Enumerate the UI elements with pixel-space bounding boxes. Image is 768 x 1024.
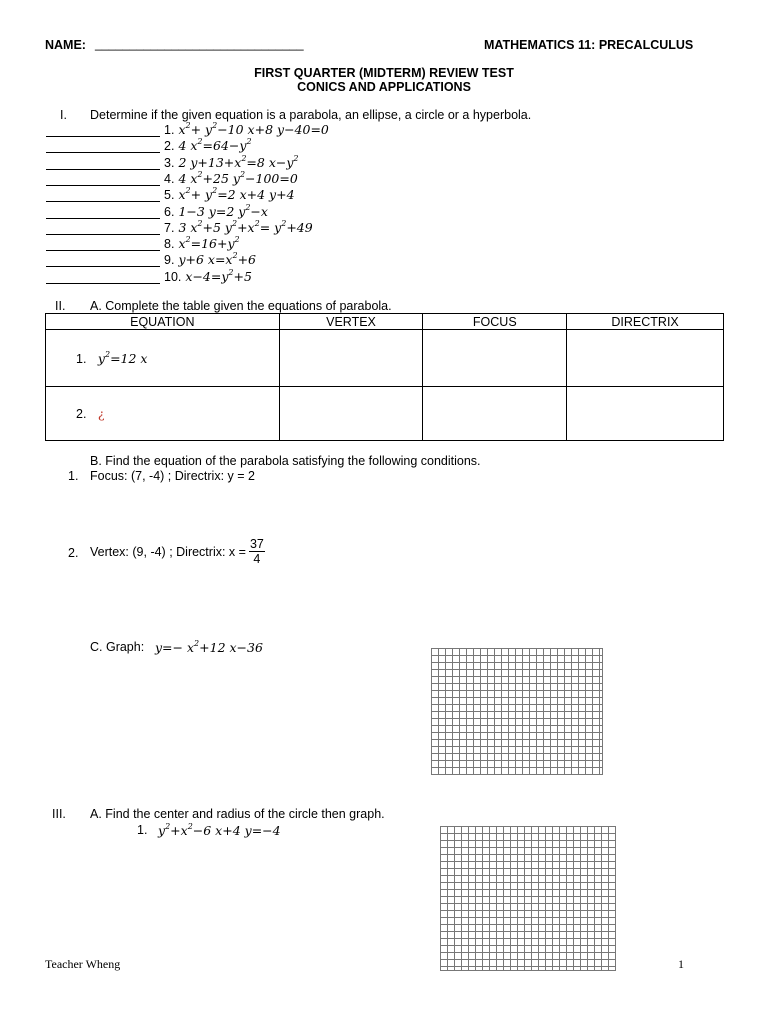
part1-numeral: I. — [60, 108, 67, 122]
row-number: 1. — [76, 351, 87, 366]
answer-blank[interactable] — [46, 208, 160, 219]
part2-numeral: II. — [55, 299, 66, 313]
directrix-answer-cell[interactable] — [567, 330, 724, 387]
b1-text: Focus: (7, -4) ; Directrix: y = 2 — [90, 469, 255, 483]
list-item — [46, 235, 240, 251]
answer-blank[interactable] — [46, 175, 160, 186]
question-number: 9. — [164, 253, 175, 268]
table-row — [46, 387, 724, 441]
question-equation: $x^2+ y^2-10$ x+8 y−40=0 — [178, 121, 329, 137]
list-item — [46, 154, 299, 170]
part3-item-number: 1. — [137, 823, 148, 837]
footer-teacher: Teacher Wheng — [45, 957, 121, 971]
list-item — [46, 251, 256, 267]
fraction-numerator: 37 — [249, 537, 264, 551]
table-header-row — [46, 314, 724, 330]
header-vertex: VERTEX — [279, 314, 423, 330]
answer-blank[interactable] — [46, 142, 160, 153]
graph-paper-parabola[interactable] — [431, 648, 603, 775]
question-equation: 4 $x^2=64-y^2$ — [178, 137, 252, 154]
focus-answer-cell[interactable] — [423, 387, 567, 441]
question-number: 4. — [164, 171, 175, 186]
b1-number: 1. — [68, 469, 79, 483]
part1-instruction: Determine if the given equation is a parabola, an ellipse, a circle or a hyperbola. — [90, 108, 532, 122]
equation-cell — [46, 387, 280, 441]
question-equation: 1−3 y=2 $y^2-x$ — [178, 202, 268, 219]
answer-blank[interactable] — [46, 191, 160, 202]
directrix-fraction — [249, 537, 265, 566]
header-focus: FOCUS — [423, 314, 567, 330]
answer-blank[interactable] — [46, 256, 160, 267]
equation-cell — [46, 330, 280, 387]
question-number: 1. — [164, 123, 175, 137]
answer-blank[interactable] — [46, 126, 160, 137]
question-equation: $x^2=16+y^2$ — [178, 235, 240, 252]
parabola-table — [45, 313, 724, 441]
question-equation: $x-4=y^2+5$ — [185, 267, 252, 284]
fraction-denominator: 4 — [253, 552, 261, 566]
question-equation: 2 $y+13+x^2=8$ $x-y^2$ — [178, 153, 299, 170]
list-item — [46, 186, 295, 202]
question-number: 3. — [164, 155, 175, 170]
page-number: 1 — [678, 957, 684, 971]
answer-blank[interactable] — [46, 159, 160, 170]
question-equation: y+6 $x=x^2+6$ — [178, 251, 257, 268]
question-number: 8. — [164, 237, 175, 252]
list-item — [46, 203, 268, 219]
test-title: FIRST QUARTER (MIDTERM) REVIEW TEST — [254, 66, 514, 80]
answer-blank[interactable] — [46, 240, 160, 251]
row-number: 2. — [76, 407, 87, 421]
question-equation: 3 $x^2+5$ $y^2+x^2= y^2+49$ — [178, 218, 313, 235]
list-item — [46, 170, 298, 186]
row-equation: ¿ — [97, 406, 105, 421]
list-item — [46, 137, 252, 153]
b2-text: Vertex: (9, -4) ; Directrix: x = — [90, 544, 246, 559]
question-number: 7. — [164, 220, 175, 235]
vertex-answer-cell[interactable] — [279, 330, 423, 387]
b2-number: 2. — [68, 546, 79, 560]
question-equation: 4 $x^2+25$ $y^2-100=0$ — [178, 169, 298, 186]
answer-blank[interactable] — [46, 273, 160, 284]
name-blank: ______________________________ — [95, 37, 304, 51]
row-equation: $y^2=12$ x — [97, 349, 148, 366]
vertex-answer-cell[interactable] — [279, 387, 423, 441]
list-item — [46, 219, 313, 235]
part2c-instruction: C. Graph: — [90, 640, 145, 654]
test-subtitle: CONICS AND APPLICATIONS — [297, 80, 471, 94]
list-item — [46, 268, 252, 284]
part3-numeral: III. — [52, 807, 66, 821]
part2b-instruction: B. Find the equation of the parabola satisfying the following conditions. — [90, 454, 481, 468]
header-equation: EQUATION — [46, 314, 280, 330]
name-label: NAME: — [45, 38, 86, 52]
part3-instruction: A. Find the center and radius of the circle then graph. — [90, 807, 385, 821]
b2-condition — [90, 537, 265, 566]
graph-paper-circle[interactable] — [440, 826, 616, 971]
part3-equation: $y^2+x^2-6$ x+4 y=−4 — [158, 822, 281, 838]
question-number: 2. — [164, 139, 175, 154]
directrix-answer-cell[interactable] — [567, 387, 724, 441]
question-number: 10. — [164, 269, 182, 284]
question-number: 6. — [164, 204, 175, 219]
table-row — [46, 330, 724, 387]
question-number: 5. — [164, 188, 175, 203]
list-item — [46, 121, 329, 137]
question-equation: $x^2+ y^2=2$ x+4 y+4 — [178, 186, 295, 203]
answer-blank[interactable] — [46, 224, 160, 235]
graph-equation: $y=- x^2+12$ x−36 — [155, 639, 263, 655]
focus-answer-cell[interactable] — [423, 330, 567, 387]
header-directrix: DIRECTRIX — [567, 314, 724, 330]
course-title: MATHEMATICS 11: PRECALCULUS — [484, 38, 694, 52]
part2a-instruction: A. Complete the table given the equations of parabola. — [90, 299, 392, 313]
